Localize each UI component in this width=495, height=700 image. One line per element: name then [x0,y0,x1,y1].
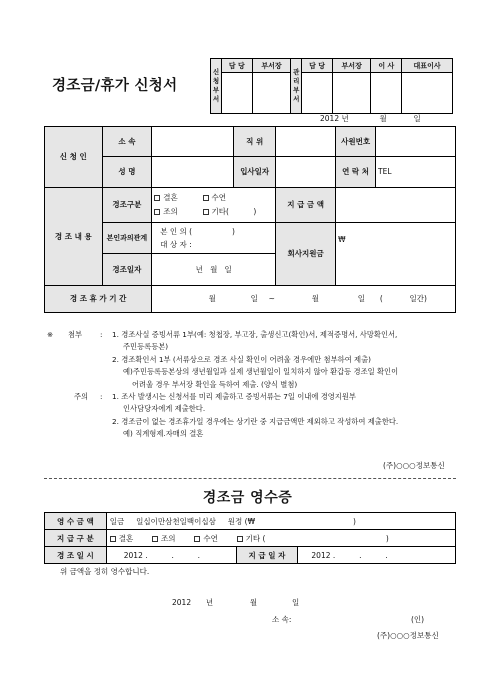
applicant-section-label: 신 청 인 [45,127,103,188]
receipt-type-field [106,530,455,547]
opt-condolence: 조의 [163,206,178,216]
receipt-checkbox-other[interactable] [237,536,243,542]
event-date-value: 년 월 일 [195,265,232,275]
receipt-pay-date-field[interactable] [298,547,456,564]
checkbox-marriage[interactable] [154,195,160,201]
approval-col: 대표이사 [402,59,453,73]
leave-period-field[interactable] [152,285,456,312]
position-field[interactable] [276,127,336,157]
leave-days: 일간) [409,294,427,304]
join-date-field[interactable] [276,157,336,187]
relation-field[interactable] [152,223,276,254]
receipt-table [44,512,456,564]
receipt-pay-date-value: 2012 . . . [311,550,388,560]
receipt-type-close: ) [385,533,389,543]
approval-col: 부서장 [332,59,371,73]
company-name: (주)○○○정보통신 [383,461,445,470]
approval-group-applicant-dept [211,59,222,114]
receipt-type-condolence: 조의 [161,533,176,543]
event-date-label: 경조일자 [102,254,152,285]
date-day: 일 [413,114,421,123]
caution-item-1b: 인사담당자에게 제출한다. [123,404,206,414]
receipt-amount-value: 일금 일십이만삼천일백이십삼 원정 (₩ [109,516,256,526]
leave-month-2: 월 [311,294,319,304]
receipt-type-70th: 수연 [203,533,218,543]
receipt-event-date-value: 2012 . . . [123,550,201,560]
receipt-company: (주)○○○정보통신 [377,631,439,640]
receipt-title: 경조금 영수증 [202,490,293,506]
contact-field[interactable] [376,157,456,187]
name-label: 성 명 [102,157,152,187]
dept-field[interactable] [152,127,234,157]
receipt-date [172,597,299,608]
caution-item-2b: 예) 직계형제.자매의 결혼 [123,429,204,439]
contact-label: 연 락 처 [336,157,376,187]
leave-day-1: 일 [250,294,258,304]
caution-item-1: 1. 조사 발생시는 신청서를 미리 제출하고 증빙서류는 7일 이내에 경영지원부 [112,392,356,402]
receipt-dept: 소 속: [272,615,292,624]
opt-marriage: 결혼 [163,192,178,202]
event-date-field[interactable] [152,254,276,285]
caution-item-2: 2. 경조금이 없는 경조휴가일 경우에는 상기란 중 지급금액만 제외하고 작성하여 제출한다. [112,416,399,426]
receipt-checkbox-70th[interactable] [194,536,200,542]
attach-colon: : [100,330,103,339]
approval-col: 담 당 [302,59,333,73]
attach-item-2c: 어려울 경우 부서장 확인을 득하여 제출. (양식 별첨) [132,379,298,389]
receipt-event-date-field[interactable] [106,547,236,564]
receipt-amount-field[interactable] [106,513,455,530]
opt-other-close: ) [253,206,257,216]
receipt-checkbox-condolence[interactable] [152,536,158,542]
emp-no-label: 사원번호 [336,127,376,157]
receipt-checkbox-marriage[interactable] [110,536,116,542]
receipt-amount-label: 영 수 금 액 [45,513,107,530]
receipt-year: 2012 [172,598,192,607]
attach-label: 첨부 [68,330,83,339]
cut-line [44,478,456,479]
receipt-pay-date-label: 지 급 일 자 [236,547,298,564]
page-title: 경조금/휴가 신청서 [52,78,178,94]
won-sign: ₩ [338,235,346,245]
company-support-field[interactable] [336,223,456,286]
caution-label: 주의 [74,392,89,402]
type-options [152,187,276,223]
checkbox-condolence[interactable] [154,209,160,215]
sign-box[interactable] [371,73,402,114]
receipt-statement: 위 금액을 정히 영수합니다. [60,567,150,576]
self-label: 본 인 의 ( [160,227,193,237]
attach-item-2: 2. 경조확인서 1부 (서류상으로 경조 사실 확인이 어려울 경우에만 첨부하여 제출) [112,354,372,364]
join-date-label: 입사일자 [234,157,276,187]
leave-month-1: 월 [208,294,216,304]
leave-paren: ( [379,294,383,304]
leave-tilde: ~ [268,294,275,304]
receipt-month: 월 [249,598,258,607]
relation-label: 본인과의관계 [102,223,152,254]
receipt-type-label: 지 급 구 분 [45,530,107,547]
receipt-seal: (인) [411,615,425,624]
approval-group-applicant-label: 신청부서 [212,68,220,103]
attach-item-1: 1. 경조사실 증빙서류 1부(예: 청첩장, 부고장, 출생신고(확인)서, 제적증명서, 사망확인서, [112,330,398,339]
approval-table [210,58,453,114]
attach-item-1b: 주민등록등본) [123,342,169,352]
opt-70th: 수연 [211,192,226,202]
target-label: 대 상 자 : [160,240,192,250]
opt-other: 기타( [211,206,229,216]
company-support-label: 회사지원금 [276,223,336,286]
receipt-day: 일 [291,598,300,607]
date-year: 2012 년 [320,114,349,123]
sign-box[interactable] [252,73,291,114]
pay-amount-field[interactable] [336,187,456,223]
name-field[interactable] [152,157,234,187]
approval-group-admin-dept [291,59,302,114]
checkbox-70th[interactable] [203,195,209,201]
sign-box[interactable] [222,73,253,114]
receipt-year-unit: 년 [205,598,214,607]
sign-box[interactable] [302,73,333,114]
receipt-amount-close: ) [353,516,356,526]
emp-no-field[interactable] [376,127,456,157]
date-month: 월 [379,114,387,123]
approval-group-admin-label: 관리부서 [293,68,300,103]
checkbox-other[interactable] [203,209,209,215]
note-mark: ※ [47,330,54,339]
dept-label: 소 속 [102,127,152,157]
self-close: ) [232,227,235,237]
application-form [44,126,456,313]
approval-col: 이 사 [371,59,402,73]
caution-colon: : [100,392,103,402]
sign-box[interactable] [332,73,371,114]
application-date [320,113,421,124]
notes-section [44,329,464,441]
type-label: 경조구분 [102,187,152,223]
approval-col: 부서장 [252,59,291,73]
position-label: 직 위 [234,127,276,157]
receipt-type-other: 기타 ( [245,533,266,543]
receipt-event-date-label: 경 조 일 시 [45,547,107,564]
pay-amount-label: 지 급 금 액 [276,187,336,223]
details-section-label: 경 조 내 용 [45,187,103,285]
leave-period-label: 경 조 휴 가 기 간 [45,285,152,312]
receipt-type-marriage: 결혼 [118,533,134,543]
sign-box[interactable] [402,73,453,114]
contact-tel: TEL [378,167,392,177]
attach-item-2b: 예)주민등록등본상의 생년월일과 실제 생년월일이 일치하지 않아 환갑등 경조일 확인이 [123,367,399,377]
leave-day-2: 일 [357,294,366,304]
approval-col: 담 당 [222,59,253,73]
